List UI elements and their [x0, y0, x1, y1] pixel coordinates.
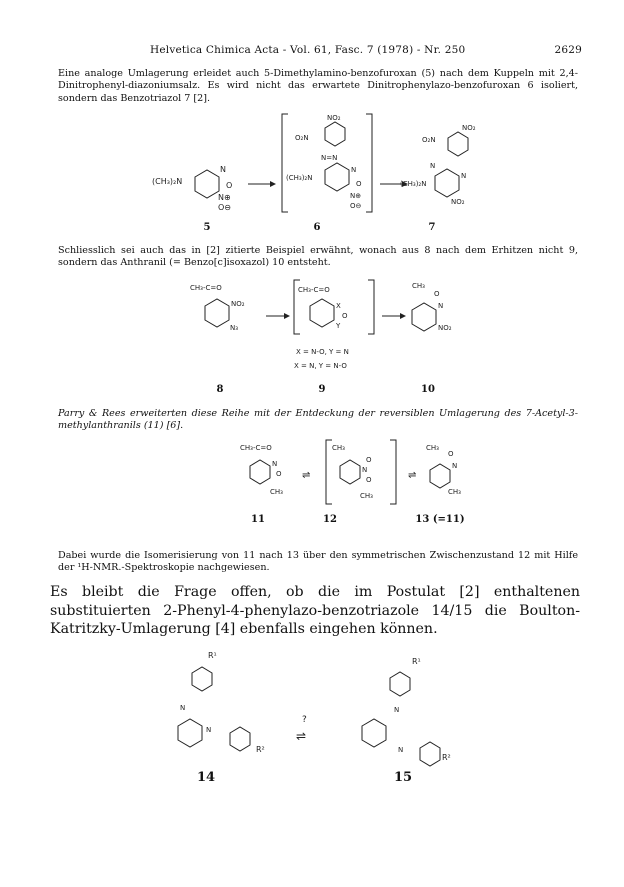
compound-label-9: 9	[318, 384, 326, 395]
o-label-12a: O	[366, 456, 372, 464]
dinitrophenyl-ring-7	[448, 132, 468, 156]
page-number: 2629	[554, 44, 582, 56]
benzene-ring-5	[195, 170, 219, 198]
benzene-ring-15	[362, 719, 386, 747]
phenyl-ring-14b	[230, 727, 250, 751]
bracket-left	[282, 114, 288, 212]
r2-label-14: R²	[256, 745, 265, 754]
ch3-label-10: CH₃	[412, 282, 425, 290]
o-label-11: O	[276, 470, 282, 478]
authors-parry-rees: Parry & Rees erweiterten diese Reihe mit der Entdeckung der reversiblen Umlagerung des 7-Acetyl-3-methylanthranils (11) [6].	[58, 408, 578, 432]
no2-label-10: NO₂	[438, 324, 452, 332]
nme2-label-5: (CH₃)₂N	[152, 177, 183, 186]
o-label-9: O	[342, 312, 348, 320]
dinitrophenyl-ring-6	[325, 122, 345, 146]
compound-label-5: 5	[203, 222, 211, 233]
scheme-1-drawing	[140, 112, 540, 222]
acetyl-label-8: CH₃-C=O	[190, 284, 222, 292]
question-mark: ?	[302, 715, 307, 725]
benzene-ring-14	[178, 719, 202, 747]
phenyl-ring-14a	[192, 667, 212, 691]
n-label-6: N	[351, 166, 357, 174]
paragraph-3	[58, 408, 578, 433]
azo-n-label-15: N	[398, 746, 404, 754]
condition-1: X = N-O, Y = N	[296, 348, 349, 356]
ominus-label-5: O⊖	[218, 203, 231, 212]
compound-label-6: 6	[313, 222, 321, 233]
benzene-ring-13	[430, 464, 450, 488]
compound-label-15: 15	[393, 770, 413, 785]
compound-label-10: 10	[421, 384, 435, 395]
acetyl-label-9: CH₃-C=O	[298, 286, 330, 294]
compound-label-12: 12	[323, 514, 337, 525]
ominus-label-6: O⊖	[350, 202, 362, 210]
n-label-12: N	[362, 466, 368, 474]
scheme-4-drawing	[150, 648, 490, 778]
phenyl-ring-15a	[390, 672, 410, 696]
nme2-label-7: (CH₃)₂N	[400, 180, 427, 188]
nplus-label-5: N⊕	[218, 193, 231, 202]
n1-label-15: N	[394, 706, 400, 714]
bracket-right	[366, 114, 372, 212]
benzene-ring-12	[340, 460, 360, 484]
reaction-arrow-1	[270, 181, 276, 187]
benzene-ring-7	[435, 169, 459, 197]
equilibrium-arrow-1: ⇌	[302, 470, 311, 481]
reaction-arrow-4	[400, 313, 406, 319]
n-label-13: N	[452, 462, 458, 470]
ch3-label-12b: CH₃	[360, 492, 373, 500]
compound-label-11: 11	[251, 514, 265, 525]
no2-label-8: NO₂	[231, 300, 245, 308]
r1-label-14: R¹	[208, 651, 217, 660]
nplus-label-6: N⊕	[350, 192, 362, 200]
scheme-2-drawing	[150, 278, 480, 378]
no2-label-6: NO₂	[327, 114, 341, 122]
condition-2: X = N, Y = N-O	[294, 362, 347, 370]
o2n-label-6: O₂N	[295, 134, 309, 142]
compound-label-7: 7	[428, 222, 436, 233]
n-label-5: N	[220, 165, 226, 174]
compound-label-13: 13 (=11)	[415, 514, 465, 525]
benzene-ring-6	[325, 163, 349, 191]
paragraph-5: Es bleibt die Frage offen, ob die im Postulat [2] enthaltenen substituierten 2-Phenyl-4-phenylazo-benzotriazole 14/15 die Boulton-Katritzky-Umlagerung [4] ebenfalls eingehen können.	[50, 584, 580, 637]
n-label-10: N	[438, 302, 444, 310]
compound-label-14: 14	[196, 770, 216, 785]
ch3-label-11: CH₃	[270, 488, 283, 496]
o-label-12b: O	[366, 476, 372, 484]
r2-label-15: R²	[442, 753, 451, 762]
o2n-label-7: O₂N	[422, 136, 436, 144]
benzene-ring-8	[205, 299, 229, 327]
scheme-3-drawing	[220, 438, 470, 508]
o-label-10: O	[434, 290, 440, 298]
equilibrium-arrow-2: ⇌	[408, 470, 417, 481]
benzene-ring-11	[250, 460, 270, 484]
n-label-7b: N	[461, 172, 467, 180]
benzene-ring-9	[310, 299, 334, 327]
azo-label-6: N=N	[321, 154, 338, 162]
o-label-5: O	[226, 181, 233, 190]
y-label-9: Y	[336, 322, 341, 330]
paragraph-4: Dabei wurde die Isomerisierung von 11 nach 13 über den symmetrischen Zwischenzustand 12 mit Hilfe der ¹H-NMR.-Spektroskopie nachgewiesen.	[58, 550, 578, 574]
o-label-6: O	[356, 180, 362, 188]
compound-label-8: 8	[216, 384, 224, 395]
paragraph-2: Schliesslich sei auch das in [2] zitierte Beispiel erwähnt, wonach aus 8 nach dem Erhitzen nicht 9, sondern das Anthranil (= Benzo[c]isoxazol) 10 entsteht.	[58, 245, 578, 269]
journal-title: Helvetica Chimica Acta - Vol. 61, Fasc. 7 (1978) - Nr. 250	[150, 44, 466, 56]
ch3-label-13b: CH₃	[448, 488, 461, 496]
no2-label-7b: NO₂	[451, 198, 465, 206]
n-label-11: N	[272, 460, 278, 468]
n2-label-14: N	[206, 726, 212, 734]
ch3-label-13a: CH₃	[426, 444, 439, 452]
nme2-label-6: (CH₃)₂N	[286, 174, 313, 182]
acetyl-label-11: CH₃-C=O	[240, 444, 272, 452]
equilibrium-arrow-3: ⇌	[296, 729, 307, 743]
phenyl-ring-15b	[420, 742, 440, 766]
bracket-right-12	[390, 440, 396, 504]
paragraph-1: Eine analoge Umlagerung erleidet auch 5-Dimethylamino-benzofuroxan (5) nach dem Kuppeln mit 2,4-Dinitrophenyl-diazoniumsalz. Es wird nicht das erwartete Dinitrophenylazo-benzofuroxan 6 isoliert, sondern das Benzotriazol 7 [2].	[58, 68, 578, 104]
r1-label-15: R¹	[412, 657, 421, 666]
x-label-9: X	[336, 302, 341, 310]
o-label-13: O	[448, 450, 454, 458]
azo-n-label-14: N	[180, 704, 186, 712]
n-label-7a: N	[430, 162, 436, 170]
no2-label-7a: NO₂	[462, 124, 476, 132]
reaction-arrow-3	[284, 313, 290, 319]
n3-label-8: N₃	[230, 324, 239, 332]
bracket-right-9	[368, 280, 374, 334]
ch3-label-12a: CH₃	[332, 444, 345, 452]
benzene-ring-10	[412, 303, 436, 331]
